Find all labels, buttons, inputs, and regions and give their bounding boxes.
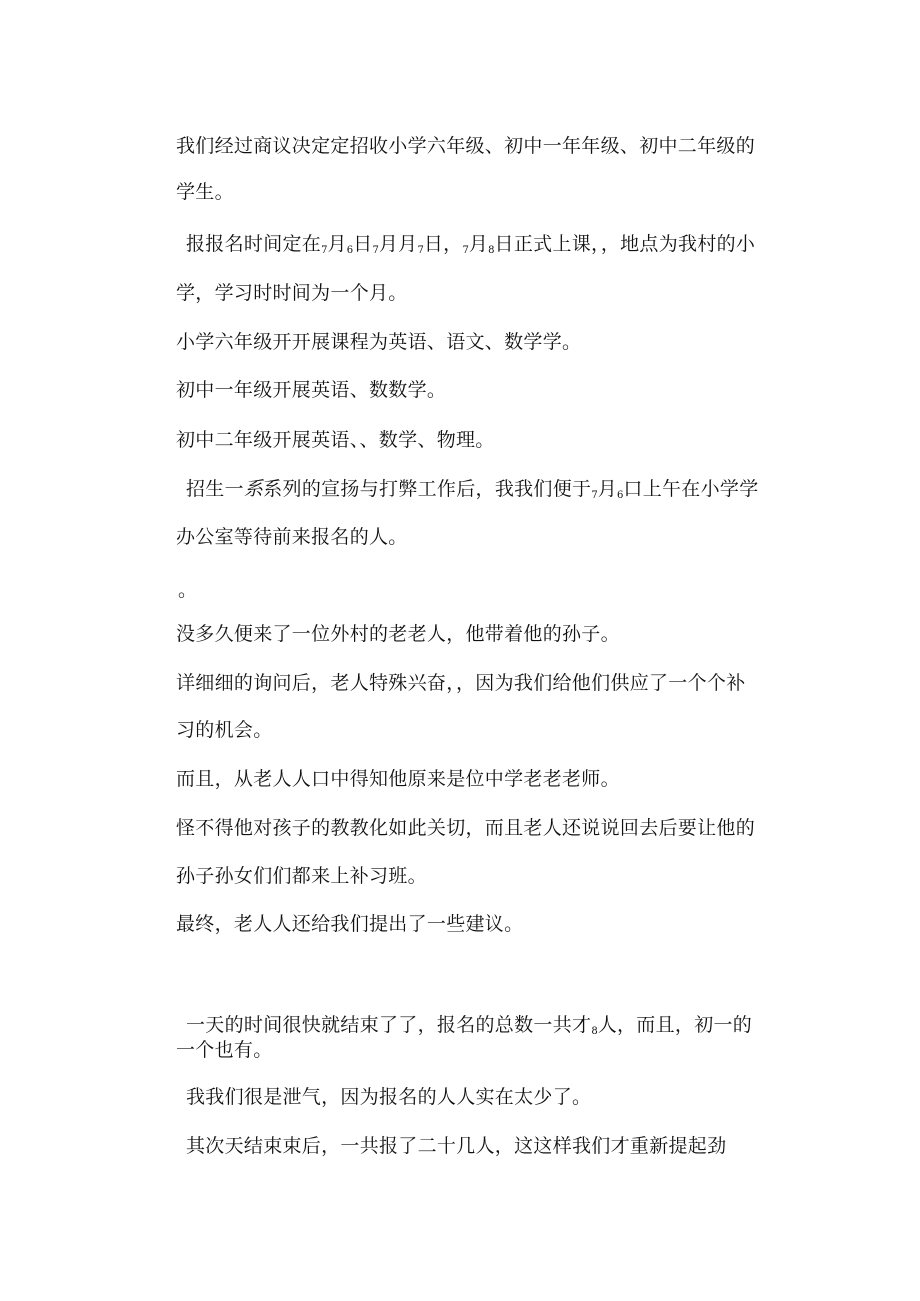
text-segment: 月 [327,233,347,255]
subscript-digit: 6 [346,245,354,256]
paragraph-4: 初中一年级开展英语、数数学。 [176,379,447,401]
text-segment: 月 [468,233,489,255]
text-segment: 人，而且，初一的 [597,1014,753,1036]
text-segment: 日， [423,233,463,255]
text-segment: 系列的宣扬与打弊工作后，我我们便于 [263,478,592,500]
subscript-digit: 7 [417,245,424,256]
paragraph-12: 最终，老人人还给我们提出了一些建议。 [176,913,524,935]
text-segment: 系 [243,478,264,500]
paragraph-11-line-2: 孙子孙女们们都来上补习班。 [176,865,427,887]
text-segment: 报报名时间定在 [186,233,322,255]
paragraph-2-line-1 [186,232,755,263]
paragraph-13-line-2: 一个也有。 [176,1039,273,1061]
subscript-digit: 8 [488,245,495,256]
paragraph-3: 小学六年级开开展课程为英语、语文、数学学。 [176,331,582,353]
subscript-digit: 7 [591,490,598,501]
paragraph-2-line-2: 学，学习时时间为一个月。 [176,282,408,304]
paragraph-5: 初中二年级开展英语、、数学、物理。 [176,429,495,451]
text-segment: 一天的时间很快就结束了了，报名的总数一共才 [186,1014,592,1036]
paragraph-6-line-1 [186,477,759,508]
text-segment: 口上午在小学学 [623,478,759,500]
paragraph-9-line-1: 详细细的询问后，老人特殊兴奋，，因为我们给他们供应了一个个补 [176,672,746,694]
paragraph-7: 。 [178,579,198,601]
paragraph-9-line-2: 习的机会。 [176,719,273,741]
paragraph-14: 我我们很是泄气，因为报名的人人实在太少了。 [186,1086,592,1108]
paragraph-15: 其次天结束束后，一共报了二十几人，这这样我们才重新提起劲 [186,1135,727,1157]
paragraph-10: 而且，从老人人口中得知他原来是位中学老老老师。 [176,768,620,790]
subscript-digit: 8 [591,1026,598,1037]
text-segment: 日正式上课，，地点为我村的小 [494,233,756,255]
text-segment: 月 [597,478,618,500]
paragraph-6-line-2: 办公室等待前来报名的人。 [176,526,408,548]
paragraph-11-line-1: 怪不得他对孩子的教教化如此关切，而且老人还说说回去后要让他的 [176,817,756,839]
subscript-digit: 7 [372,245,379,256]
text-segment: 日 [353,233,373,255]
subscript-digit: 7 [321,245,328,256]
subscript-digit: 6 [617,490,624,501]
paragraph-1-line-2: 学生。 [176,181,234,203]
text-segment: 招生一 [186,478,244,500]
subscript-digit: 7 [462,245,469,256]
paragraph-8: 没多久便来了一位外村的老老人，他带着他的孙子。 [176,623,620,645]
paragraph-1-line-1: 我们经过商议决定定招收小学六年级、初中一年年级、初中二年级的 [176,135,756,157]
text-segment: 月月 [378,233,418,255]
